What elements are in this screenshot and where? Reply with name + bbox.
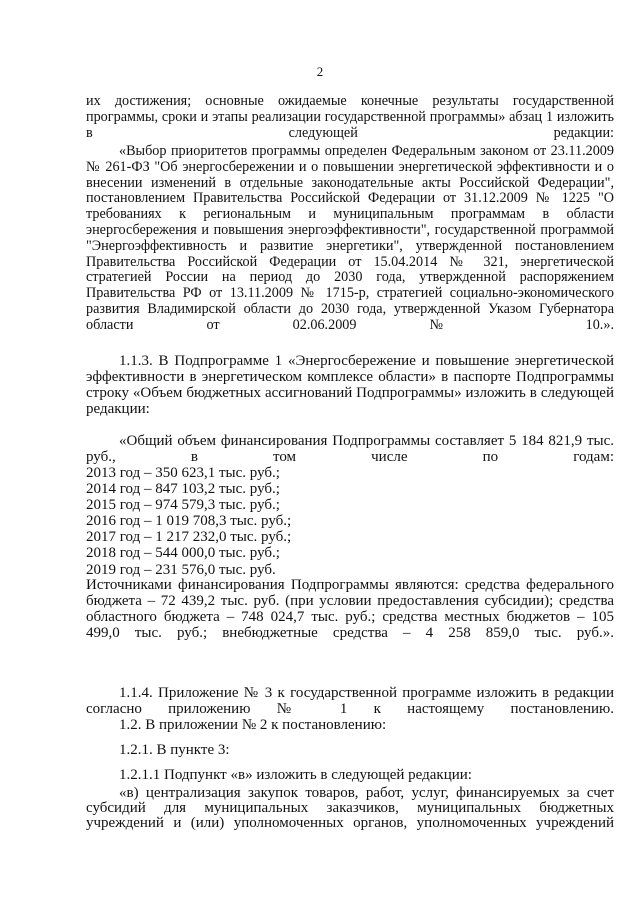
paragraph-funding-sources: Источниками финансирования Подпрограммы являются: средства федерального бюджета – 72 439,2 тыс. руб. (при условии предоставления субсидии); средства областного бюджета – 748 024,7 тыс. руб.; средства местных бюджетов – 105 499,0 тыс. руб.; внебюджетные средства – 4 258 859,0 тыс. руб.». (86, 577, 614, 641)
year-2017: 2017 год – 1 217 232,0 тыс. руб.; (86, 529, 292, 546)
year-2014: 2014 год – 847 103,2 тыс. руб.; (86, 481, 280, 498)
year-funding-list (86, 465, 386, 578)
year-2018: 2018 год – 544 000,0 тыс. руб.; (86, 545, 280, 562)
paragraph-1-2: 1.2. В приложении № 2 к постановлению: (119, 717, 387, 733)
year-2015: 2015 год – 974 579,3 тыс. руб.; (86, 497, 280, 514)
year-2016: 2016 год – 1 019 708,3 тыс. руб.; (86, 513, 292, 530)
paragraph-priorities: «Выбор приоритетов программы определен Федеральным законом от 23.11.2009 № 261-ФЗ "Об энергосбережении и о повышении энергетической эффективности и о внесении изменений в отдельные законодательные акты Российской Федерации", постановлением Правительства Российской Федерации от 31.12.2009 № 1225 "О требованиях к региональным и муниципальным программам в области энергосбережения и повышения энергоэффективности", государственной программой "Энергоэффективность и развитие энергетики", утвержденной постановлением Правительства Российской Федерации от 15.04.2014 № 321, энергетической стратегией России на период до 2030 года, утвержденной распоряжением Правительства РФ от 13.11.2009 № 1715-р, стратегией социально-экономического развития Владимирской области до 2030 года, утвержденной Указом Губернатора области от 02.06.2009 № 10.». (86, 143, 614, 333)
year-2013: 2013 год – 350 623,1 тыс. руб.; (86, 465, 280, 481)
paragraph-1-2-1-1: 1.2.1.1 Подпункт «в» изложить в следующей редакции: (119, 767, 472, 783)
page-number: 2 (316, 64, 324, 79)
paragraph-total-funding: «Общий объем финансирования Подпрограммы составляет 5 184 821,9 тыс. руб., в том числе по годам: (86, 433, 614, 466)
paragraph-1-2-1: 1.2.1. В пункте 3: (119, 742, 230, 758)
paragraph-intro: их достижения; основные ожидаемые конечные результаты государственной программы, сроки и этапы реализации государственной программы» абзац 1 изложить в следующей редакции: (86, 93, 614, 141)
year-2019: 2019 год – 231 576,0 тыс. руб. (86, 561, 276, 578)
paragraph-1-1-3: 1.1.3. В Подпрограмме 1 «Энергосбережение и повышение энергетической эффективности в энергетическом комплексе области» в паспорте Подпрограммы строку «Объем бюджетных ассигнований Подпрограммы» изложить в следующей редакции: (86, 353, 614, 418)
paragraph-1-1-4: 1.1.4. Приложение № 3 к государственной программе изложить в редакции согласно приложению № 1 к настоящему постановлению. (86, 685, 614, 717)
paragraph-subpoint-v: «в) централизация закупок товаров, работ, услуг, финансируемых за счет субсидий для муниципальных заказчиков, муниципальных бюджетных учреждений и (или) уполномоченных органов, уполномоченных учреждений (86, 785, 614, 832)
